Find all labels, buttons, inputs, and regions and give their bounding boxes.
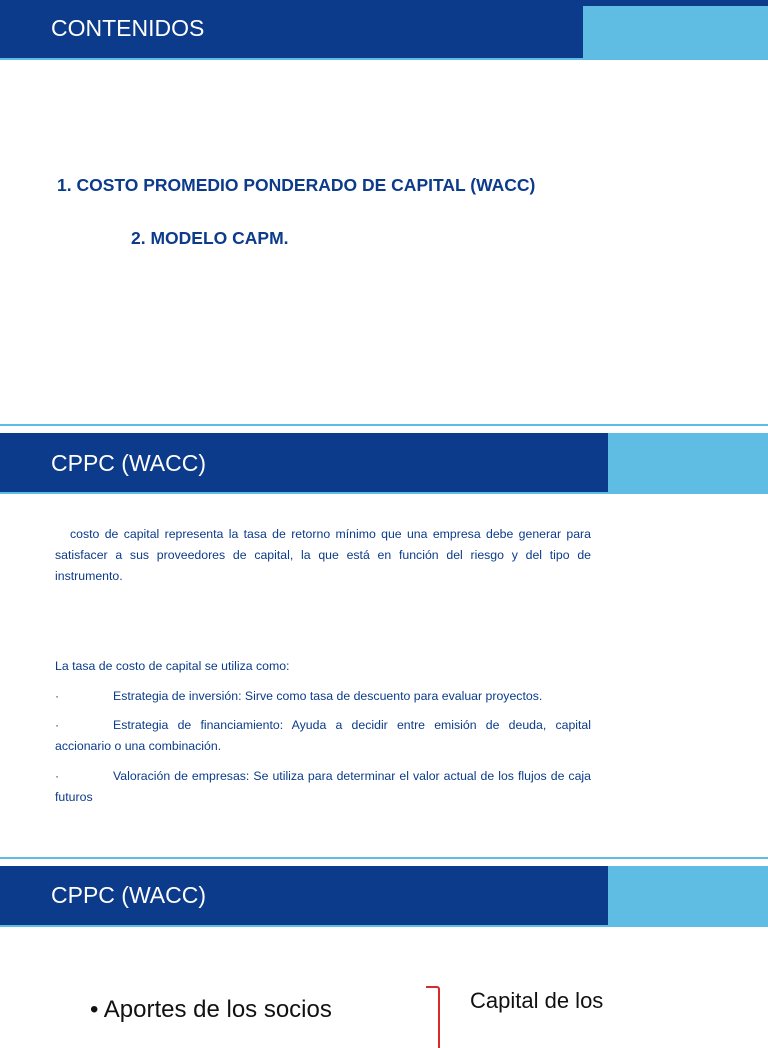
bullet-dot: · [55,689,60,703]
bullet-dot: · [55,718,60,732]
bullet-text: Estrategia de financiamiento: Ayuda a decidir entre emisión de deuda, capital accionario o una combinación. [55,718,591,753]
slide-header-accent [608,433,768,492]
slide-title: CPPC (WACC) [51,882,207,908]
bracket-icon [426,986,440,1048]
slide-cppc-definition [0,424,768,854]
slide-top-line [0,424,768,426]
bullet-aportes: • Aportes de los socios [90,996,332,1023]
list-item [55,715,591,757]
slide-contenidos [0,0,768,420]
intro-paragraph: costo de capital representa la tasa de retorno mínimo que una empresa debe generar para satisfacer a sus proveedores de capital, la que está en función del riesgo y del tipo de instrumento. [55,527,591,583]
slide-top-line [0,857,768,859]
bullet-text: Valoración de empresas: Se utiliza para determinar el valor actual de los flujos de caja futuros [55,769,591,804]
toc-item-wacc: 1. COSTO PROMEDIO PONDERADO DE CAPITAL (WACC) [57,175,536,195]
capital-label: Capital de los [470,988,604,1013]
header-underline [0,492,768,494]
toc-item-capm: 2. MODELO CAPM. [131,228,289,248]
slide-title: CONTENIDOS [51,15,205,41]
slide-title: CPPC (WACC) [51,450,207,476]
slide-header-accent [608,866,768,925]
uses-title: La tasa de costo de capital se utiliza como: [55,659,290,673]
header-underline [0,58,768,60]
slide-header-accent [583,6,768,58]
header-underline [0,925,768,927]
bullet-dot: · [55,769,60,783]
list-item [55,766,591,808]
bullet-text: Estrategia de inversión: Sirve como tasa de descuento para evaluar proyectos. [113,689,543,703]
list-item [55,686,591,707]
